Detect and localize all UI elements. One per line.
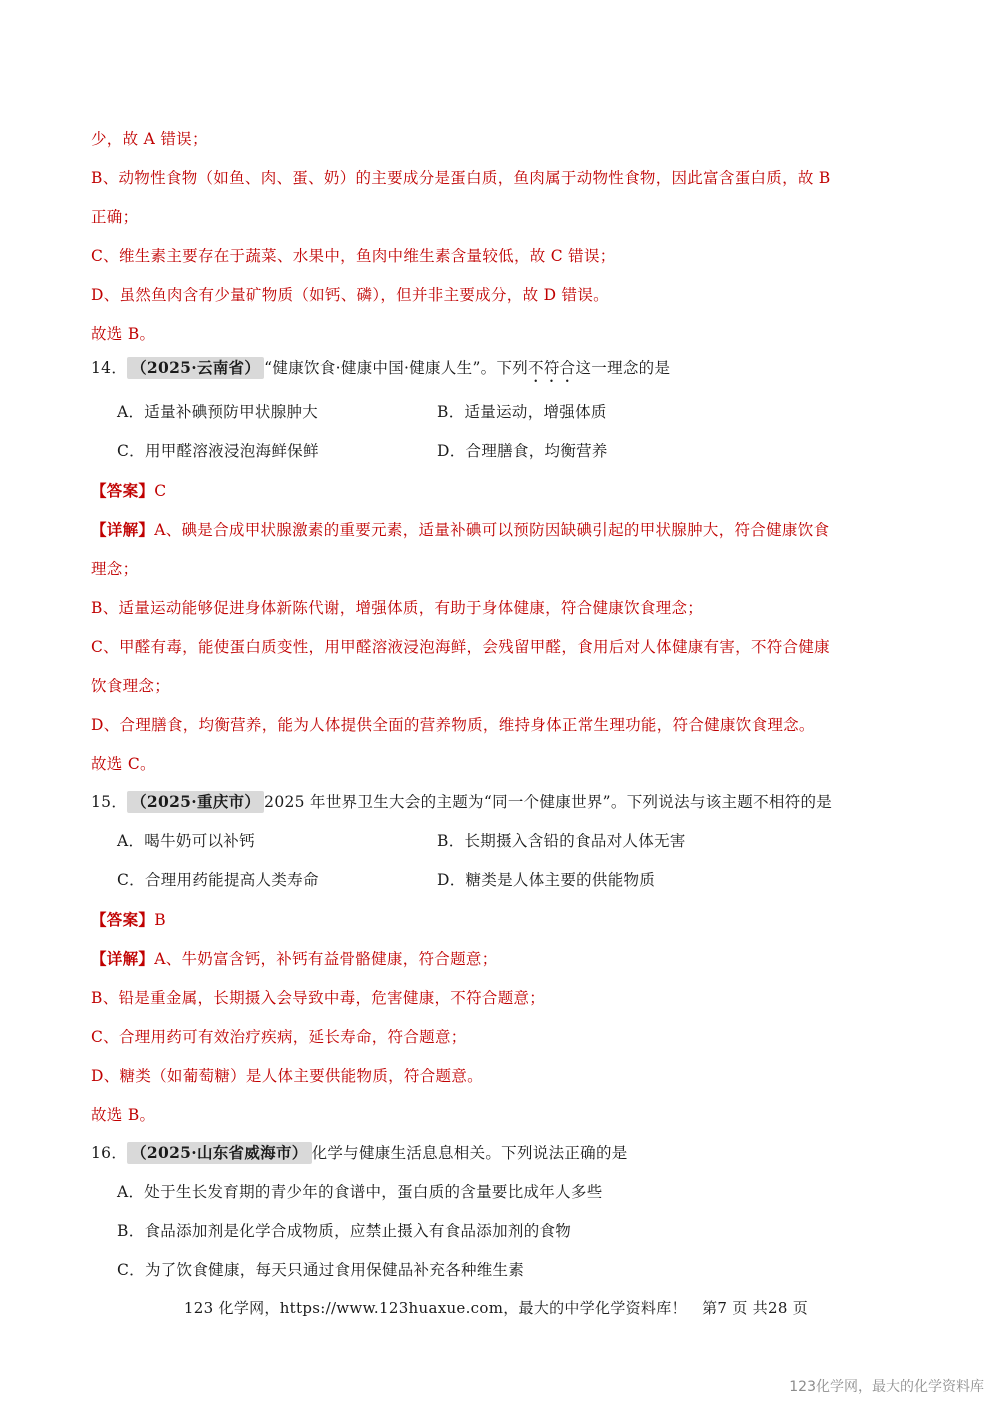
option-d: D．糖类是人体主要的供能物质 [437, 871, 656, 889]
stem-text: 这一理念的是 [575, 359, 671, 377]
source-tag: （2025·山东省威海市） [127, 1142, 311, 1164]
detail-line: B、铅是重金属，长期摄入会导致中毒，危害健康，不符合题意； [91, 989, 546, 1007]
option-c: C．用甲醛溶液浸泡海鲜保鲜 [117, 442, 319, 460]
detail-line: D、合理膳食，均衡营养，能为人体提供全面的营养物质，维持身体正常生理功能，符合健康饮食理念。 [91, 716, 815, 734]
detail-text: A、碘是合成甲状腺激素的重要元素，适量补碘可以预防因缺碘引起的甲状腺肿大，符合健康饮食 [154, 521, 830, 539]
detail-label: 【详解】 [91, 520, 155, 539]
stem-text: 化学与健康生活息息相关。下列说法正确的是 [311, 1144, 628, 1162]
question-number: 14． [91, 359, 128, 377]
text-line: 正确； [91, 208, 139, 226]
text-line: 故选 B。 [91, 325, 156, 343]
detail-line [91, 519, 829, 541]
option-b: B．适量运动，增强体质 [437, 403, 607, 421]
answer-value: B [154, 911, 166, 929]
stem-text: 2025 年世界卫生大会的主题为“同一个健康世界”。下列说法与该主题不相符的是 [264, 793, 833, 811]
detail-line [91, 948, 498, 970]
detail-line: D、糖类（如葡萄糖）是人体主要供能物质，符合题意。 [91, 1067, 483, 1085]
text-line: D、虽然鱼肉含有少量矿物质（如钙、磷），但并非主要成分，故 D 错误。 [91, 286, 609, 304]
option-b: B．食品添加剂是化学合成物质，应禁止摄入有食品添加剂的食物 [117, 1222, 572, 1240]
answer-label: 【答案】 [91, 910, 155, 929]
option-d: D．合理膳食，均衡营养 [437, 442, 608, 460]
question-14-stem [91, 357, 670, 386]
emphasized-text: 不符合 [528, 359, 576, 377]
text-line: B、动物性食物（如鱼、肉、蛋、奶）的主要成分是蛋白质，鱼肉属于动物性食物，因此富含蛋白质，故 B [91, 169, 831, 187]
answer-line [91, 909, 166, 931]
watermark-text: 123化学网，最大的化学资料库 [789, 1379, 984, 1395]
text-line: 少，故 A 错误； [91, 130, 208, 148]
stem-text: “健康饮食·健康中国·健康人生”。下列 [264, 359, 529, 377]
question-number: 15． [91, 793, 128, 811]
detail-line: C、甲醛有毒，能使蛋白质变性，用甲醛溶液浸泡海鲜，会残留甲醛，食用后对人体健康有害，不符合健康 [91, 638, 830, 656]
detail-line: B、适量运动能够促进身体新陈代谢，增强体质，有助于身体健康，符合健康饮食理念； [91, 599, 704, 617]
detail-text: A、牛奶富含钙，补钙有益骨骼健康，符合题意； [154, 950, 498, 968]
detail-line: 理念； [91, 560, 139, 578]
detail-line: 饮食理念； [91, 677, 171, 695]
text-line: C、维生素主要存在于蔬菜、水果中，鱼肉中维生素含量较低，故 C 错误； [91, 247, 616, 265]
option-b: B．长期摄入含铅的食品对人体无害 [437, 832, 686, 850]
detail-line: C、合理用药可有效治疗疾病，延长寿命，符合题意； [91, 1028, 467, 1046]
answer-value: C [154, 482, 167, 500]
question-number: 16． [91, 1144, 128, 1162]
option-a: A．喝牛奶可以补钙 [117, 832, 255, 850]
answer-line [91, 480, 166, 502]
question-16-stem [91, 1142, 628, 1164]
source-tag: （2025·重庆市） [127, 791, 264, 813]
option-a: A．处于生长发育期的青少年的食谱中，蛋白质的含量要比成年人多些 [117, 1183, 603, 1201]
option-c: C．合理用药能提高人类寿命 [117, 871, 319, 889]
detail-line: 故选 B。 [91, 1106, 156, 1124]
detail-label: 【详解】 [91, 949, 155, 968]
page-footer: 123 化学网，https://www.123huaxue.com，最大的中学化学资料库！ 第7 页 共28 页 [183, 1299, 809, 1317]
answer-label: 【答案】 [91, 481, 155, 500]
option-a: A．适量补碘预防甲状腺肿大 [117, 403, 319, 421]
question-15-stem [91, 791, 832, 813]
source-tag: （2025·云南省） [127, 357, 264, 379]
option-c: C．为了饮食健康，每天只通过食用保健品补充各种维生素 [117, 1261, 525, 1279]
detail-line: 故选 C。 [91, 755, 156, 773]
